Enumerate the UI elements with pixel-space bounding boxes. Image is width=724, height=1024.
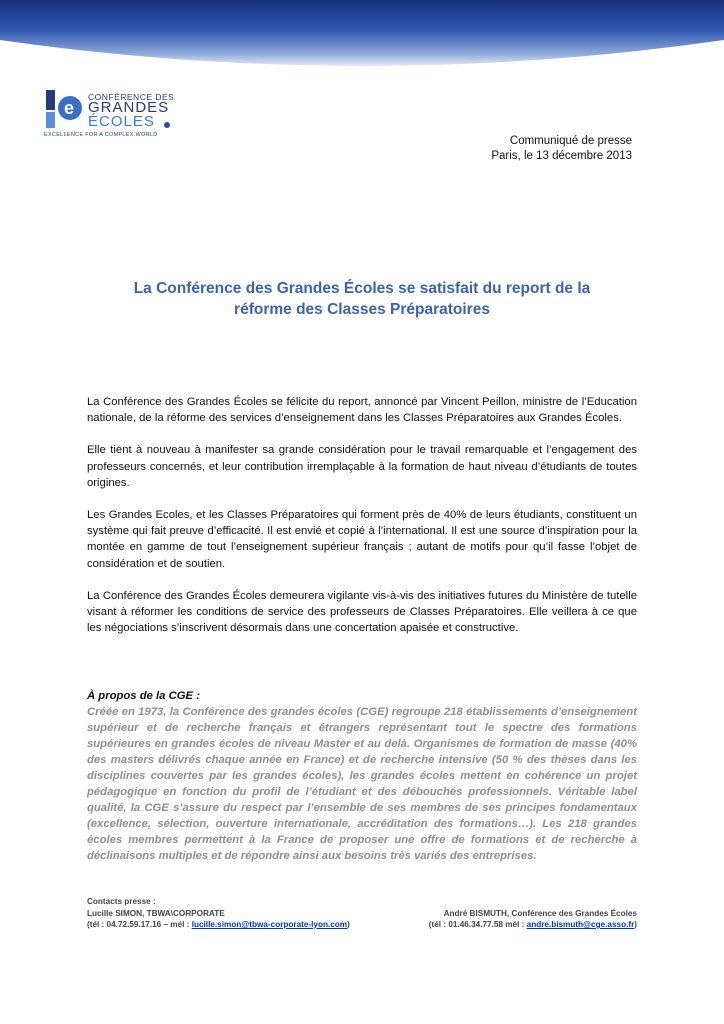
- press-release-header: [491, 134, 632, 164]
- about-section: [87, 688, 637, 864]
- body-paragraph: Elle tient à nouveau à manifester sa grande considération pour le travail remarquable et l’engagement des professeurs concernés, et leur contribution irremplaçable à la formation de haut niveau d’étudiants de toutes origines.: [87, 444, 637, 489]
- logo-text-conference: CONFÉRENCE DES: [88, 92, 175, 102]
- press-label: Communiqué de presse: [509, 135, 632, 147]
- logo-tagline: EXCELLENCE FOR A COMPLEX WORLD: [44, 132, 158, 138]
- contact-left-phone: (tél : 04.72.59.17.16 – mél :: [87, 920, 192, 929]
- contacts-heading: Contacts presse :: [87, 897, 156, 906]
- title-line-2: réforme des Classes Préparatoires: [234, 301, 490, 318]
- logo-dot: [164, 122, 170, 128]
- header-gradient-band: [0, 0, 724, 80]
- contact-right-phone: (tél : 01.46.34.77.58 mél :: [428, 920, 527, 929]
- contact-right-email-link[interactable]: andre.bismuth@cge.asso.fr: [526, 920, 635, 929]
- logo-text-grandes: GRANDES: [88, 99, 170, 116]
- header-banner: [0, 0, 724, 80]
- document-title: [70, 278, 654, 320]
- contact-left-email-link[interactable]: lucille.simon@tbwa-corporate-lyon.com: [191, 920, 348, 929]
- title-line-1: La Conférence des Grandes Écoles se satisfait du report de la: [133, 280, 591, 297]
- cge-logo-icon: [44, 90, 84, 130]
- contacts-details-row: [87, 919, 637, 931]
- contacts-names-row: [87, 908, 637, 920]
- contact-left-details: [87, 919, 350, 931]
- contact-right-name: André BISMUTH, Conférence des Grandes Écoles: [443, 908, 637, 918]
- cge-logo: [44, 90, 184, 140]
- svg-text:e: e: [64, 98, 75, 118]
- contact-right-details: [429, 919, 637, 931]
- body-paragraph: La Conférence des Grandes Écoles se félicite du report, annoncé par Vincent Peillon, ministre de l’Education nationale, de la réforme des services d’enseignement dans les Classes Préparatoires aux Grandes Écoles.: [87, 396, 637, 425]
- about-text: Créée en 1973, la Conférence des grandes écoles (CGE) regroupe 218 établissements d’enseignement supérieur et de recherche français et étrangers représentant tout le spectre des formations supérieures en grandes écoles de niveau Master et au delà. Organismes de formation de masse (40% des masters délivrés chaque année en France) et de recherche intensive (50 % des thèses dans les disciplines couvertes par les grandes écoles), les grandes écoles mettent en cohérence un projet pédagogique en fonction du profil de l’étudiant et des débouchés professionnels. Véritable label qualité, la CGE s’assure du respect par l’ensemble de ses membres de ses principes fondamentaux (excellence, sélection, ouverture internationale, accréditation des formations…). Les 218 grandes écoles membres permettent à la France de proposer une offre de formations et de recherche à déclinaisons multiples et de répondre ainsi aux besoins très variés des entreprises.: [87, 706, 637, 862]
- contact-right-suffix: ): [634, 920, 637, 929]
- contact-left-name: Lucille SIMON, TBWA\CORPORATE: [87, 908, 225, 918]
- body-paragraph: Les Grandes Ecoles, et les Classes Préparatoires qui forment près de 40% de leurs étudiants, constituent un système qui fait preuve d’efficacité. Il est envié et copié à l’international. Il est une source d’inspiration pour la montée en gamme de tout l’enseignement supérieur français ; autant de motifs pour qu’il fasse l’objet de considération et de soutien.: [87, 509, 637, 570]
- body-paragraph: La Conférence des Grandes Écoles demeurera vigilante vis-à-vis des initiatives futures du Ministère de tutelle visant à réformer les conditions de service des professeurs de Classes Préparatoires. Elle veillera à ce que les négociations s’inscrivent désormais dans une concertation apaisée et constructive.: [87, 589, 637, 635]
- dateline: Paris, le 13 décembre 2013: [491, 150, 632, 162]
- contact-left-suffix: ): [347, 920, 350, 929]
- body-section: [87, 394, 637, 652]
- about-heading: À propos de la CGE :: [87, 690, 200, 702]
- press-contacts: [87, 896, 637, 931]
- logo-text-ecoles: ÉCOLES: [88, 113, 155, 130]
